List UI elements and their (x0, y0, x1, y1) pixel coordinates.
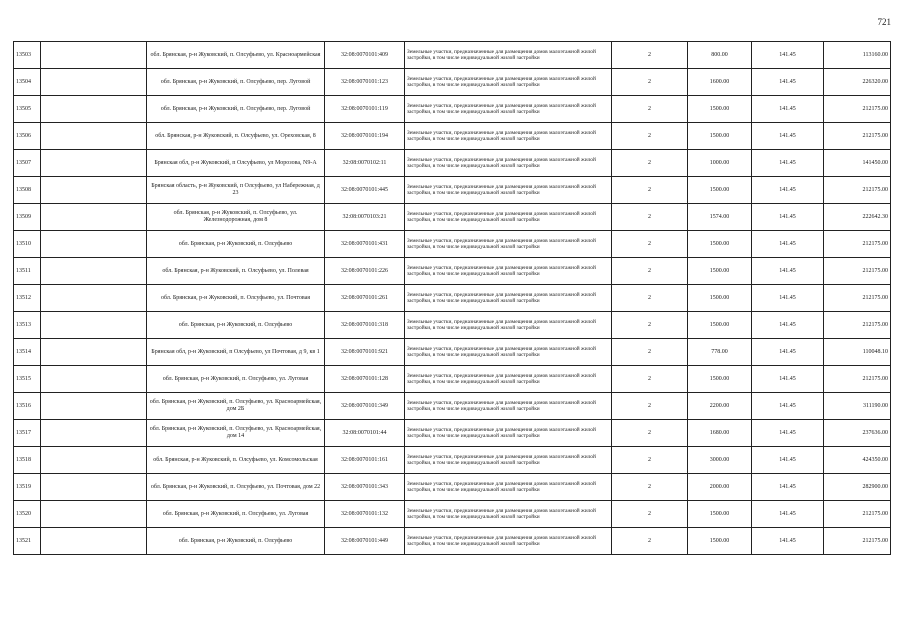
area-cell: 2000.00 (688, 474, 752, 501)
group-cell: 2 (612, 366, 688, 393)
row-number-cell: 13517 (14, 420, 41, 447)
land-use-cell: Земельные участки, предназначенные для размещения домов малоэтажной жилой застройки, в том числе индивидуальной жилой застройки (405, 96, 612, 123)
spacer-cell (41, 501, 147, 528)
cadastral-number-cell: 32:08:0070101:261 (325, 285, 405, 312)
row-number-cell: 13512 (14, 285, 41, 312)
cadastral-number-cell: 32:08:0070101:226 (325, 258, 405, 285)
cadastral-number-cell: 32:08:0070102:11 (325, 150, 405, 177)
land-use-cell: Земельные участки, предназначенные для размещения домов малоэтажной жилой застройки, в том числе индивидуальной жилой застройки (405, 42, 612, 69)
spacer-cell (41, 204, 147, 231)
land-use-cell: Земельные участки, предназначенные для размещения домов малоэтажной жилой застройки, в том числе индивидуальной жилой застройки (405, 69, 612, 96)
group-cell: 2 (612, 258, 688, 285)
table-row (14, 393, 891, 420)
address-cell: обл. Брянская, р-н Жуковский, п. Олсуфьево, ул. Комсомольская (147, 447, 325, 474)
cadastral-number-cell: 32:08:0070101:194 (325, 123, 405, 150)
area-cell: 1500.00 (688, 501, 752, 528)
address-cell: обл. Брянская, р-н Жуковский, п. Олсуфьево, ул. Красноармейская (147, 42, 325, 69)
row-number-cell: 13514 (14, 339, 41, 366)
cadastral-cost-cell: 237636.00 (824, 420, 891, 447)
spacer-cell (41, 420, 147, 447)
cadastral-number-cell: 32:08:0070101:431 (325, 231, 405, 258)
table-body (14, 42, 891, 555)
row-number-cell: 13518 (14, 447, 41, 474)
group-cell: 2 (612, 420, 688, 447)
rate-cell: 141.45 (752, 366, 824, 393)
address-cell: обл. Брянская, р-н Жуковский, п. Олсуфьево, ул. Луговая (147, 501, 325, 528)
area-cell: 3000.00 (688, 447, 752, 474)
rate-cell: 141.45 (752, 177, 824, 204)
cadastral-number-cell: 32:08:0070101:161 (325, 447, 405, 474)
area-cell: 1500.00 (688, 177, 752, 204)
group-cell: 2 (612, 393, 688, 420)
cadastral-number-cell: 32:08:0070101:128 (325, 366, 405, 393)
land-use-cell: Земельные участки, предназначенные для размещения домов малоэтажной жилой застройки, в том числе индивидуальной жилой застройки (405, 339, 612, 366)
row-number-cell: 13506 (14, 123, 41, 150)
address-cell: обл. Брянская, р-н Жуковский, п. Олсуфьево, ул. Полевая (147, 258, 325, 285)
rate-cell: 141.45 (752, 123, 824, 150)
address-cell: обл. Брянская, р-н Жуковский, п. Олсуфьево, ул. Железнодорожная, дом 8 (147, 204, 325, 231)
row-number-cell: 13515 (14, 366, 41, 393)
area-cell: 1500.00 (688, 312, 752, 339)
row-number-cell: 13520 (14, 501, 41, 528)
group-cell: 2 (612, 501, 688, 528)
cadastral-number-cell: 32:08:0070101:921 (325, 339, 405, 366)
row-number-cell: 13521 (14, 528, 41, 555)
area-cell: 1680.00 (688, 420, 752, 447)
spacer-cell (41, 528, 147, 555)
group-cell: 2 (612, 42, 688, 69)
area-cell: 1500.00 (688, 528, 752, 555)
spacer-cell (41, 150, 147, 177)
row-number-cell: 13507 (14, 150, 41, 177)
land-use-cell: Земельные участки, предназначенные для размещения домов малоэтажной жилой застройки, в том числе индивидуальной жилой застройки (405, 447, 612, 474)
area-cell: 1574.00 (688, 204, 752, 231)
table-row (14, 204, 891, 231)
rate-cell: 141.45 (752, 42, 824, 69)
table-row (14, 420, 891, 447)
spacer-cell (41, 474, 147, 501)
rate-cell: 141.45 (752, 474, 824, 501)
area-cell: 1500.00 (688, 96, 752, 123)
cadastral-number-cell: 32:08:0070101:44 (325, 420, 405, 447)
area-cell: 2200.00 (688, 393, 752, 420)
rate-cell: 141.45 (752, 285, 824, 312)
address-cell: обл. Брянская, р-н Жуковский, п. Олсуфьево, ул. Красноармейская, дом 14 (147, 420, 325, 447)
rate-cell: 141.45 (752, 501, 824, 528)
address-cell: Брянская обл, р-н Жуковский, п Олсуфьево, ул Почтовая, д 9, кв 1 (147, 339, 325, 366)
land-use-cell: Земельные участки, предназначенные для размещения домов малоэтажной жилой застройки, в том числе индивидуальной жилой застройки (405, 528, 612, 555)
cadastral-cost-cell: 226320.00 (824, 69, 891, 96)
table-row (14, 42, 891, 69)
area-cell: 800.00 (688, 42, 752, 69)
land-use-cell: Земельные участки, предназначенные для размещения домов малоэтажной жилой застройки, в том числе индивидуальной жилой застройки (405, 393, 612, 420)
cadastral-value-table (13, 41, 891, 555)
cadastral-number-cell: 32:08:0070101:119 (325, 96, 405, 123)
address-cell: обл. Брянская, р-н Жуковский, п. Олсуфьево (147, 528, 325, 555)
cadastral-number-cell: 32:08:0070103:21 (325, 204, 405, 231)
address-cell: обл. Брянская, р-н Жуковский, п. Олсуфьево (147, 312, 325, 339)
group-cell: 2 (612, 177, 688, 204)
address-cell: обл. Брянская, р-н Жуковский, п. Олсуфьево, ул. Почтовая, дом 22 (147, 474, 325, 501)
group-cell: 2 (612, 204, 688, 231)
cadastral-cost-cell: 212175.00 (824, 312, 891, 339)
cadastral-cost-cell: 311190.00 (824, 393, 891, 420)
cadastral-cost-cell: 212175.00 (824, 96, 891, 123)
land-use-cell: Земельные участки, предназначенные для размещения домов малоэтажной жилой застройки, в том числе индивидуальной жилой застройки (405, 123, 612, 150)
spacer-cell (41, 42, 147, 69)
table-row (14, 312, 891, 339)
group-cell: 2 (612, 69, 688, 96)
cadastral-cost-cell: 212175.00 (824, 177, 891, 204)
cadastral-number-cell: 32:08:0070101:318 (325, 312, 405, 339)
cadastral-number-cell: 32:08:0070101:445 (325, 177, 405, 204)
cadastral-cost-cell: 212175.00 (824, 285, 891, 312)
land-use-cell: Земельные участки, предназначенные для размещения домов малоэтажной жилой застройки, в том числе индивидуальной жилой застройки (405, 420, 612, 447)
group-cell: 2 (612, 285, 688, 312)
land-use-cell: Земельные участки, предназначенные для размещения домов малоэтажной жилой застройки, в том числе индивидуальной жилой застройки (405, 177, 612, 204)
cadastral-cost-cell: 222642.30 (824, 204, 891, 231)
land-use-cell: Земельные участки, предназначенные для размещения домов малоэтажной жилой застройки, в том числе индивидуальной жилой застройки (405, 204, 612, 231)
group-cell: 2 (612, 96, 688, 123)
rate-cell: 141.45 (752, 258, 824, 285)
address-cell: обл. Брянская, р-н Жуковский, п. Олсуфьево, пер. Луговой (147, 96, 325, 123)
cadastral-cost-cell: 141450.00 (824, 150, 891, 177)
row-number-cell: 13508 (14, 177, 41, 204)
group-cell: 2 (612, 339, 688, 366)
area-cell: 1500.00 (688, 123, 752, 150)
table-row (14, 528, 891, 555)
rate-cell: 141.45 (752, 69, 824, 96)
table-row (14, 339, 891, 366)
group-cell: 2 (612, 150, 688, 177)
land-use-cell: Земельные участки, предназначенные для размещения домов малоэтажной жилой застройки, в том числе индивидуальной жилой застройки (405, 501, 612, 528)
spacer-cell (41, 285, 147, 312)
row-number-cell: 13516 (14, 393, 41, 420)
rate-cell: 141.45 (752, 339, 824, 366)
rate-cell: 141.45 (752, 231, 824, 258)
spacer-cell (41, 69, 147, 96)
cadastral-number-cell: 32:08:0070101:123 (325, 69, 405, 96)
spacer-cell (41, 339, 147, 366)
rate-cell: 141.45 (752, 447, 824, 474)
cadastral-cost-cell: 212175.00 (824, 231, 891, 258)
address-cell: обл. Брянская, р-н Жуковский, п. Олсуфьево, ул. Красноармейская, дом 2Б (147, 393, 325, 420)
land-use-cell: Земельные участки, предназначенные для размещения домов малоэтажной жилой застройки, в том числе индивидуальной жилой застройки (405, 150, 612, 177)
spacer-cell (41, 231, 147, 258)
cadastral-cost-cell: 212175.00 (824, 366, 891, 393)
table-row (14, 258, 891, 285)
rate-cell: 141.45 (752, 312, 824, 339)
land-use-cell: Земельные участки, предназначенные для размещения домов малоэтажной жилой застройки, в том числе индивидуальной жилой застройки (405, 474, 612, 501)
land-use-cell: Земельные участки, предназначенные для размещения домов малоэтажной жилой застройки, в том числе индивидуальной жилой застройки (405, 312, 612, 339)
address-cell: Брянская область, р-н Жуковский, п Олсуфьево, ул Набережная, д 23 (147, 177, 325, 204)
spacer-cell (41, 312, 147, 339)
cadastral-cost-cell: 110048.10 (824, 339, 891, 366)
table-row (14, 96, 891, 123)
spacer-cell (41, 393, 147, 420)
table-row (14, 231, 891, 258)
spacer-cell (41, 96, 147, 123)
rate-cell: 141.45 (752, 528, 824, 555)
land-use-cell: Земельные участки, предназначенные для размещения домов малоэтажной жилой застройки, в том числе индивидуальной жилой застройки (405, 258, 612, 285)
address-cell: обл. Брянская, р-н Жуковский, п. Олсуфьево, ул. Ореховская, 8 (147, 123, 325, 150)
group-cell: 2 (612, 528, 688, 555)
table-row (14, 285, 891, 312)
rate-cell: 141.45 (752, 204, 824, 231)
rate-cell: 141.45 (752, 393, 824, 420)
table-row (14, 177, 891, 204)
page-number: 721 (877, 17, 891, 27)
cadastral-cost-cell: 212175.00 (824, 123, 891, 150)
group-cell: 2 (612, 312, 688, 339)
rate-cell: 141.45 (752, 96, 824, 123)
cadastral-cost-cell: 113160.00 (824, 42, 891, 69)
area-cell: 1500.00 (688, 366, 752, 393)
row-number-cell: 13511 (14, 258, 41, 285)
group-cell: 2 (612, 231, 688, 258)
rate-cell: 141.45 (752, 150, 824, 177)
cadastral-cost-cell: 424350.00 (824, 447, 891, 474)
cadastral-cost-cell: 282900.00 (824, 474, 891, 501)
table-row (14, 366, 891, 393)
row-number-cell: 13504 (14, 69, 41, 96)
cadastral-cost-cell: 212175.00 (824, 528, 891, 555)
cadastral-cost-cell: 212175.00 (824, 501, 891, 528)
spacer-cell (41, 366, 147, 393)
cadastral-number-cell: 32:08:0070101:409 (325, 42, 405, 69)
land-use-cell: Земельные участки, предназначенные для размещения домов малоэтажной жилой застройки, в том числе индивидуальной жилой застройки (405, 366, 612, 393)
table-row (14, 69, 891, 96)
table-row (14, 501, 891, 528)
row-number-cell: 13503 (14, 42, 41, 69)
land-use-cell: Земельные участки, предназначенные для размещения домов малоэтажной жилой застройки, в том числе индивидуальной жилой застройки (405, 231, 612, 258)
cadastral-number-cell: 32:08:0070101:449 (325, 528, 405, 555)
address-cell: обл. Брянская, р-н Жуковский, п. Олсуфьево, пер. Луговой (147, 69, 325, 96)
group-cell: 2 (612, 474, 688, 501)
row-number-cell: 13505 (14, 96, 41, 123)
spacer-cell (41, 447, 147, 474)
rate-cell: 141.45 (752, 420, 824, 447)
row-number-cell: 13519 (14, 474, 41, 501)
address-cell: обл. Брянская, р-н Жуковский, п. Олсуфьево, ул. Луговая (147, 366, 325, 393)
spacer-cell (41, 258, 147, 285)
spacer-cell (41, 123, 147, 150)
row-number-cell: 13509 (14, 204, 41, 231)
address-cell: обл. Брянская, р-н Жуковский, п. Олсуфьево (147, 231, 325, 258)
table-row (14, 447, 891, 474)
cadastral-number-cell: 32:08:0070101:349 (325, 393, 405, 420)
cadastral-number-cell: 32:08:0070101:343 (325, 474, 405, 501)
group-cell: 2 (612, 447, 688, 474)
cadastral-number-cell: 32:08:0070101:132 (325, 501, 405, 528)
area-cell: 1500.00 (688, 258, 752, 285)
address-cell: Брянская обл, р-н Жуковский, п Олсуфьево, ул Морозова, N9-А (147, 150, 325, 177)
cadastral-cost-cell: 212175.00 (824, 258, 891, 285)
table-row (14, 474, 891, 501)
table-row (14, 150, 891, 177)
row-number-cell: 13513 (14, 312, 41, 339)
area-cell: 1600.00 (688, 69, 752, 96)
area-cell: 1500.00 (688, 231, 752, 258)
group-cell: 2 (612, 123, 688, 150)
address-cell: обл. Брянская, р-н Жуковский, п. Олсуфьево, ул. Почтовая (147, 285, 325, 312)
area-cell: 1500.00 (688, 285, 752, 312)
row-number-cell: 13510 (14, 231, 41, 258)
area-cell: 1000.00 (688, 150, 752, 177)
table-row (14, 123, 891, 150)
area-cell: 778.00 (688, 339, 752, 366)
land-use-cell: Земельные участки, предназначенные для размещения домов малоэтажной жилой застройки, в том числе индивидуальной жилой застройки (405, 285, 612, 312)
spacer-cell (41, 177, 147, 204)
